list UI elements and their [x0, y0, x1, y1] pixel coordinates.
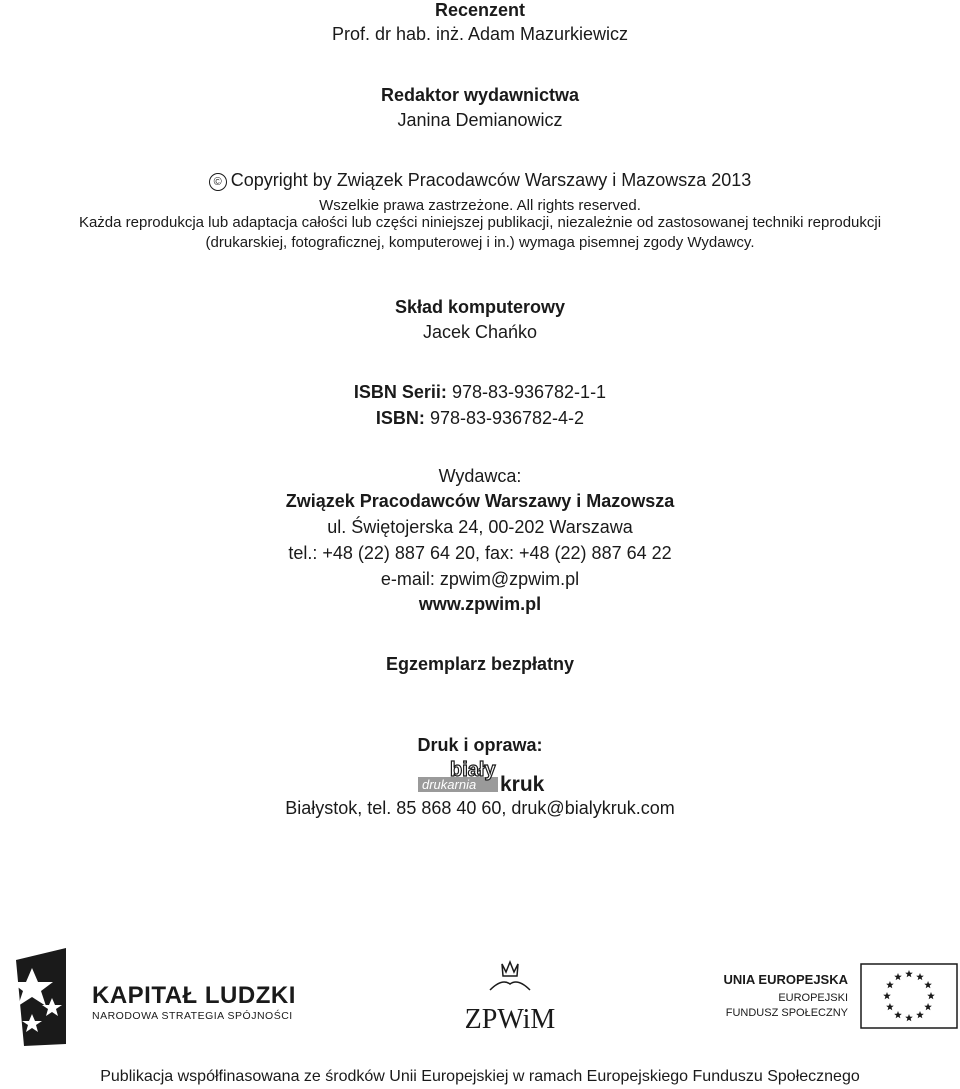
- ue-subtitle-2: FUNDUSZ SPOŁECZNY: [725, 1007, 848, 1019]
- zpwim-logo: [462, 960, 558, 1036]
- isbn-series-label: ISBN Serii:: [353, 382, 447, 402]
- logo-kruk-text: kruk: [500, 773, 545, 794]
- printing-contact: Białystok, tel. 85 868 40 60, druk@bialykruk.com: [285, 798, 675, 818]
- publisher-name: Związek Pracodawców Warszawy i Mazowsza: [285, 491, 675, 511]
- publisher-website[interactable]: www.zpwim.pl: [418, 594, 542, 614]
- reviewer-label: Recenzent: [434, 0, 526, 20]
- typesetting-label: Skład komputerowy: [394, 297, 566, 317]
- eu-flag-icon: [860, 963, 958, 1029]
- copyright-notice-1: Każda reprodukcja lub adaptacja całości lub części niniejszej publikacji, niezależnie od zastosowanej techniki reprodukcji: [78, 214, 882, 231]
- isbn-value: 978-83-936782-4-2: [429, 408, 585, 428]
- copyright-icon: ©: [209, 173, 227, 191]
- publisher-address: ul. Świętojerska 24, 00-202 Warszawa: [327, 517, 633, 537]
- logo-drukarnia-text: drukarnia: [422, 777, 477, 792]
- rights-text: Wszelkie prawa zastrzeżone. All rights reserved.: [319, 197, 641, 214]
- publisher-email[interactable]: e-mail: zpwim@zpwim.pl: [380, 569, 580, 589]
- copyright-text: Copyright by Związek Pracodawców Warszawy i Mazowsza 2013: [230, 170, 752, 190]
- printing-label: Druk i oprawa:: [417, 735, 543, 755]
- isbn-series-value: 978-83-936782-1-1: [451, 382, 607, 402]
- zpwim-text: ZPWiM: [464, 1004, 556, 1035]
- reviewer-name: Prof. dr hab. inż. Adam Mazurkiewicz: [331, 24, 629, 44]
- copyright-notice-2: (drukarskiej, fotograficznej, komputerowej i in.) wymaga pisemnej zgody Wydawcy.: [205, 234, 755, 251]
- copyright-line: [0, 170, 960, 191]
- ue-title: UNIA EUROPEJSKA: [723, 972, 848, 987]
- kapital-ludzki-star-icon: [2, 948, 80, 1046]
- typesetting-name: Jacek Chańko: [422, 322, 538, 342]
- zpwim-crown-icon: [462, 960, 558, 1036]
- logo-bialy-text: biały: [450, 759, 496, 781]
- isbn: [0, 408, 960, 429]
- isbn-label: ISBN:: [375, 408, 425, 428]
- publisher-label: Wydawca:: [438, 466, 522, 486]
- editor-label: Redaktor wydawnictwa: [380, 85, 580, 105]
- kapital-ludzki-subtitle: NARODOWA STRATEGIA SPÓJNOŚCI: [92, 1010, 293, 1022]
- funding-footer: Publikacja współfinasowana ze środków Unii Europejskiej w ramach Europejskiego Funduszu Społecznego: [100, 1068, 860, 1085]
- free-copy-label: Egzemplarz bezpłatny: [385, 654, 575, 674]
- ue-subtitle-1: EUROPEJSKI: [778, 992, 848, 1004]
- editor-name: Janina Demianowicz: [397, 110, 563, 130]
- isbn-series: [0, 382, 960, 403]
- bialy-kruk-logo: [418, 758, 558, 794]
- bialy-kruk-logo-graphic: [418, 758, 558, 794]
- publisher-phone: tel.: +48 (22) 887 64 20, fax: +48 (22) 887 64 22: [288, 543, 672, 563]
- kapital-ludzki-title: KAPITAŁ LUDZKI: [92, 982, 296, 1009]
